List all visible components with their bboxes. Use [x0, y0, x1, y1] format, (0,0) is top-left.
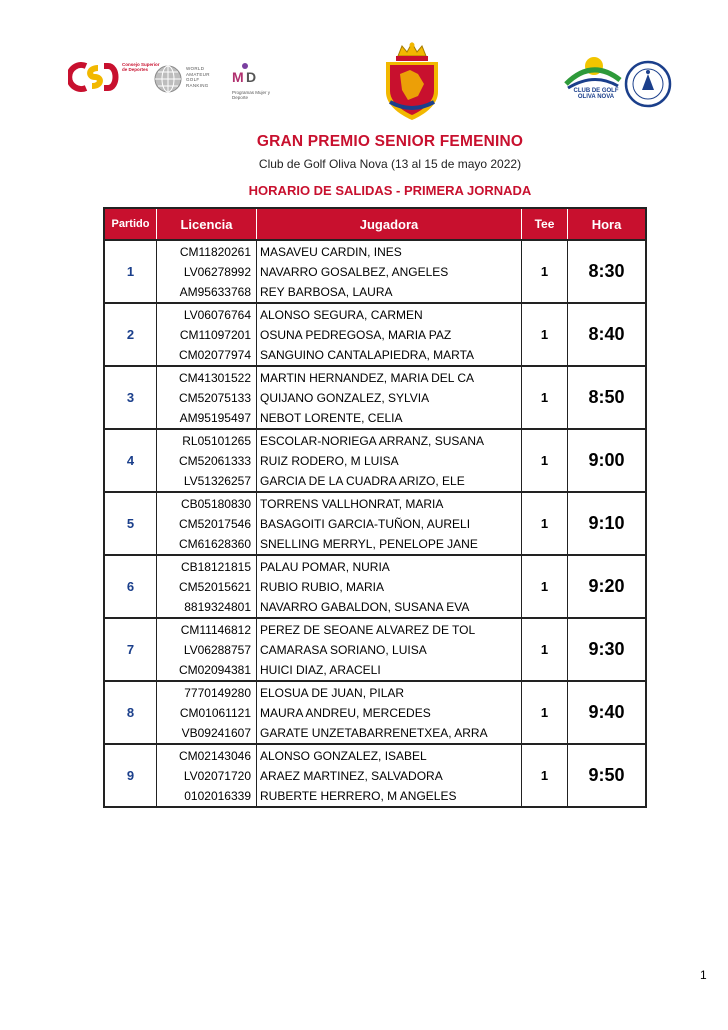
licencia-number: 7770149280	[184, 686, 251, 700]
jugadora-cell	[257, 430, 522, 491]
jugadora-cell	[257, 367, 522, 428]
page-subtitle: Club de Golf Oliva Nova (13 al 15 de mayo 2022)	[258, 157, 522, 171]
licencia-cell	[157, 430, 257, 491]
licencia-number: CM01061121	[179, 706, 251, 720]
mujer-deporte-logo-text: Programas Mujer y Deporte	[232, 90, 271, 100]
rfeg-crest-icon	[376, 40, 448, 122]
licencia-cell	[157, 241, 257, 302]
licencia-cell	[157, 556, 257, 617]
wagr-logo-text: WORLD AMATEUR GOLF RANKING	[186, 66, 210, 88]
partido-number: 1	[105, 241, 157, 302]
oliva-nova-logo-text: CLUB DE GOLF OLIVA NOVA	[573, 88, 619, 100]
jugadora-name: RUBERTE HERRERO, M ANGELES	[260, 789, 457, 803]
table-header	[105, 209, 645, 241]
tee-times-table	[103, 207, 647, 808]
partido-number: 4	[105, 430, 157, 491]
sponsor-logos	[0, 40, 728, 120]
start-time: 9:40	[588, 702, 625, 722]
licencia-cell	[157, 682, 257, 743]
table-row	[105, 682, 645, 745]
table-row	[105, 430, 645, 493]
tee-number: 1	[522, 367, 568, 428]
licencia-number: LV51326257	[183, 474, 251, 488]
table-row	[105, 556, 645, 619]
jugadora-name: QUIJANO GONZALEZ, SYLVIA	[260, 391, 430, 405]
csd-logo-text: Consejo Superior de Deportes	[122, 62, 160, 72]
tee-number: 1	[522, 304, 568, 365]
jugadora-name: SNELLING MERRYL, PENELOPE JANE	[260, 537, 478, 551]
partido-number: 3	[105, 367, 157, 428]
csd-logo-icon	[68, 60, 120, 94]
partido-number: 2	[105, 304, 157, 365]
jugadora-name: GARCIA DE LA CUADRA ARIZO, ELE	[260, 474, 465, 488]
column-header-licencia: Licencia	[157, 209, 257, 239]
jugadora-name: TORRENS VALLHONRAT, MARIA	[260, 497, 444, 511]
jugadora-name: HUICI DIAZ, ARACELI	[260, 663, 381, 677]
jugadora-cell	[257, 682, 522, 743]
licencia-number: CM61628360	[178, 537, 251, 551]
licencia-number: AM95195497	[179, 411, 251, 425]
partido-number: 7	[105, 619, 157, 680]
licencia-number: CM52075133	[178, 391, 251, 405]
licencia-number: CM52017546	[178, 517, 251, 531]
start-time: 9:20	[588, 576, 625, 596]
mujer-deporte-logo-icon	[230, 60, 260, 90]
jugadora-name: ALONSO SEGURA, CARMEN	[260, 308, 423, 322]
jugadora-name: MARTIN HERNANDEZ, MARIA DEL CA	[260, 371, 475, 385]
jugadora-name: NAVARRO GOSALBEZ, ANGELES	[260, 265, 449, 279]
jugadora-name: BASAGOITI GARCIA-TUÑON, AURELI	[260, 517, 471, 531]
table-row	[105, 367, 645, 430]
svg-text:M: M	[232, 69, 244, 85]
jugadora-name: REY BARBOSA, LAURA	[260, 285, 393, 299]
column-header-tee: Tee	[522, 209, 568, 239]
start-time: 8:30	[588, 261, 625, 281]
tee-number: 1	[522, 430, 568, 491]
wagr-globe-icon	[153, 64, 183, 94]
jugadora-name: RUIZ RODERO, M LUISA	[260, 454, 399, 468]
partido-number: 5	[105, 493, 157, 554]
jugadora-name: GARATE UNZETABARRENETXEA, ARRA	[260, 726, 488, 740]
start-time: 9:10	[588, 513, 625, 533]
tee-number: 1	[522, 745, 568, 806]
licencia-number: CM52061333	[178, 454, 251, 468]
table-row	[105, 304, 645, 367]
federation-seal-icon	[624, 60, 672, 108]
tee-number: 1	[522, 619, 568, 680]
licencia-number: 0102016339	[184, 789, 251, 803]
licencia-number: CM02094381	[178, 663, 251, 677]
jugadora-cell	[257, 745, 522, 806]
licencia-number: CB05180830	[180, 497, 251, 511]
table-row	[105, 745, 645, 806]
column-header-partido: Partido	[105, 209, 157, 239]
partido-number: 9	[105, 745, 157, 806]
licencia-number: AM95633768	[179, 285, 251, 299]
licencia-cell	[157, 745, 257, 806]
tee-number: 1	[522, 241, 568, 302]
partido-number: 6	[105, 556, 157, 617]
licencia-cell	[157, 619, 257, 680]
table-row	[105, 241, 645, 304]
licencia-number: CM52015621	[178, 580, 251, 594]
jugadora-name: RUBIO RUBIO, MARIA	[260, 580, 385, 594]
jugadora-name: PALAU POMAR, NURIA	[260, 560, 390, 574]
jugadora-name: OSUNA PEDREGOSA, MARIA PAZ	[260, 328, 452, 342]
partido-number: 8	[105, 682, 157, 743]
jugadora-name: ARAEZ MARTINEZ, SALVADORA	[260, 769, 443, 783]
licencia-number: VB09241607	[181, 726, 251, 740]
jugadora-name: NAVARRO GABALDON, SUSANA EVA	[260, 600, 470, 614]
jugadora-cell	[257, 304, 522, 365]
jugadora-cell	[257, 493, 522, 554]
jugadora-name: ELOSUA DE JUAN, PILAR	[260, 686, 405, 700]
tee-number: 1	[522, 682, 568, 743]
section-title: HORARIO DE SALIDAS - PRIMERA JORNADA	[248, 183, 532, 198]
licencia-number: CM02077974	[178, 348, 251, 362]
licencia-number: RL05101265	[182, 434, 251, 448]
column-header-jugadora: Jugadora	[257, 209, 522, 239]
jugadora-name: NEBOT LORENTE, CELIA	[260, 411, 403, 425]
licencia-number: CB18121815	[180, 560, 251, 574]
licencia-number: 8819324801	[184, 600, 251, 614]
column-header-hora: Hora	[591, 216, 622, 232]
start-time: 9:50	[588, 765, 625, 785]
start-time: 9:00	[588, 450, 625, 470]
jugadora-cell	[257, 556, 522, 617]
jugadora-name: CAMARASA SORIANO, LUISA	[260, 643, 427, 657]
licencia-cell	[157, 493, 257, 554]
jugadora-name: ALONSO GONZALEZ, ISABEL	[260, 749, 427, 763]
licencia-number: CM11097201	[179, 328, 251, 342]
start-time: 9:30	[588, 639, 625, 659]
licencia-number: LV02071720	[183, 769, 251, 783]
start-time: 8:50	[588, 387, 625, 407]
svg-text:D: D	[246, 69, 257, 85]
table-row	[105, 619, 645, 682]
jugadora-cell	[257, 241, 522, 302]
tee-number: 1	[522, 556, 568, 617]
licencia-cell	[157, 304, 257, 365]
jugadora-cell	[257, 619, 522, 680]
licencia-number: CM11146812	[180, 623, 251, 637]
jugadora-name: PEREZ DE SEOANE ALVAREZ DE TOL	[260, 623, 476, 637]
tee-number: 1	[522, 493, 568, 554]
licencia-number: CM41301522	[178, 371, 251, 385]
start-time: 8:40	[588, 324, 625, 344]
licencia-number: LV06288757	[183, 643, 251, 657]
licencia-cell	[157, 367, 257, 428]
jugadora-name: MASAVEU CARDIN, INES	[260, 245, 402, 259]
jugadora-name: ESCOLAR-NORIEGA ARRANZ, SUSANA	[260, 434, 485, 448]
page-title: GRAN PREMIO SENIOR FEMENINO	[256, 133, 524, 150]
jugadora-name: SANGUINO CANTALAPIEDRA, MARTA	[260, 348, 475, 362]
licencia-number: CM02143046	[178, 749, 251, 763]
licencia-number: LV06278992	[183, 265, 251, 279]
jugadora-name: MAURA ANDREU, MERCEDES	[260, 706, 431, 720]
licencia-number: CM11820261	[179, 245, 251, 259]
page-number: 1	[700, 968, 707, 982]
table-row	[105, 493, 645, 556]
licencia-number: LV06076764	[183, 308, 251, 322]
